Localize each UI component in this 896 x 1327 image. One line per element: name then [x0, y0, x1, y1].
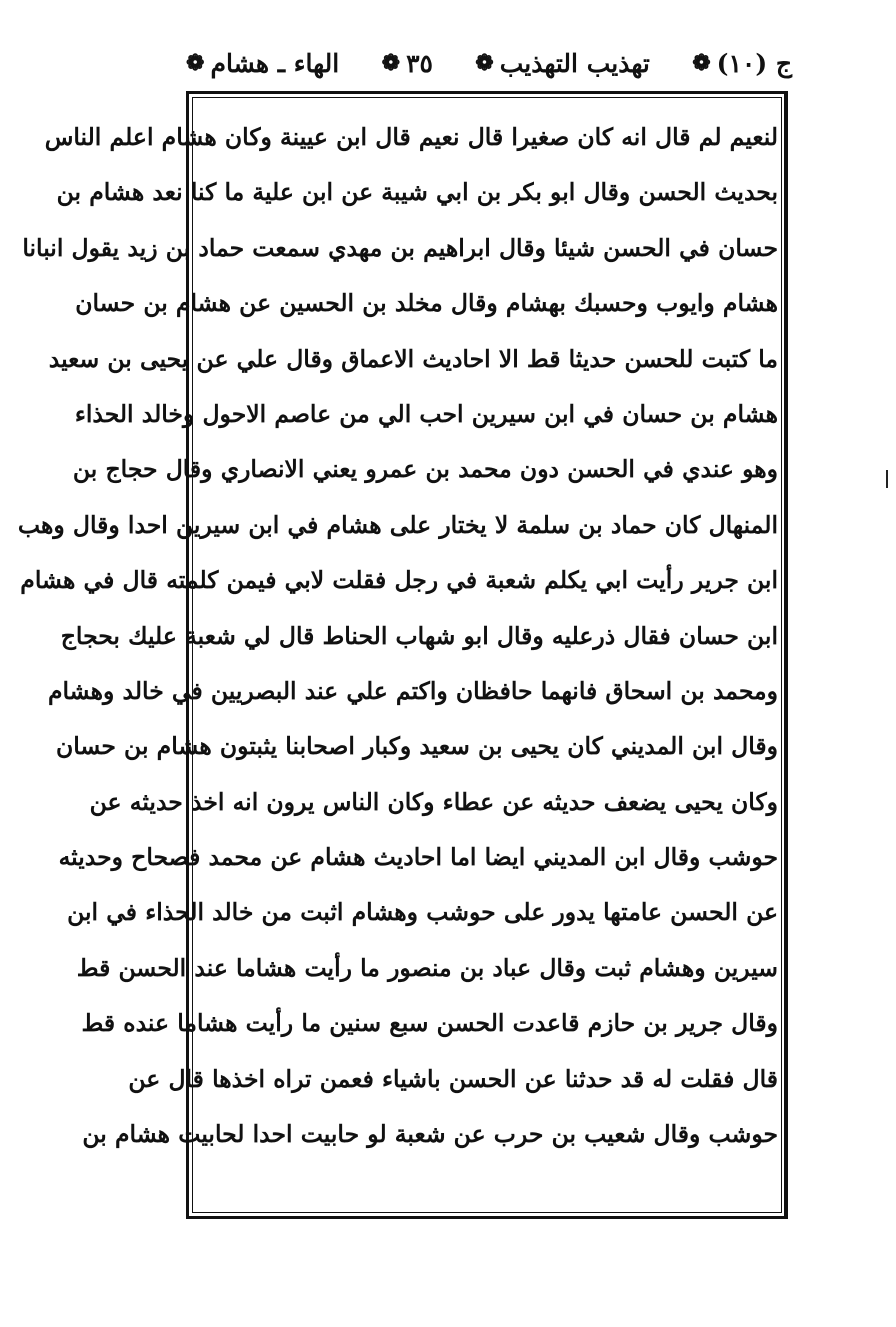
body-text	[17, 110, 778, 1162]
ornament-icon: ❁	[692, 50, 711, 76]
text-line: المنهال كان حماد بن سلمة لا يختار على هشام في ابن سيرين احدا وقال وهب	[17, 510, 778, 539]
header-page-group	[376, 49, 433, 78]
text-line: وهو عندي في الحسن دون محمد بن عمرو يعني الانصاري وقال حجاج بن	[72, 455, 778, 484]
header-book-group	[469, 49, 650, 78]
text-line: بحديث الحسن وقال ابو بكر بن ابي شيبة عن ابن علية ما كنا نعد هشام بن	[56, 178, 778, 207]
text-line: وقال ابن المديني كان يحيى بن سعيد وكبار اصحابنا يثبتون هشام بن حسان	[55, 732, 778, 761]
text-line: هشام وايوب وحسبك بهشام وقال مخلد بن الحسين عن هشام بن حسان	[75, 289, 778, 318]
ornament-icon: ❁	[381, 50, 401, 76]
text-line: لنعيم لم قال انه كان صغيرا قال نعيم قال ابن عيينة وكان هشام اعلم الناس	[44, 123, 778, 151]
text-line: عن الحسن عامتها يدور على حوشب وهشام اثبت من خالد الحذاء في ابن	[67, 898, 778, 927]
header-volume-group	[686, 49, 792, 78]
text-line: وكان يحيى يضعف حديثه عن عطاء وكان الناس يرون انه اخذ حديثه عن	[89, 787, 778, 816]
book-title: تهذيب التهذيب	[499, 48, 650, 78]
text-line: ابن جرير رأيت ابي يكلم شعبة في رجل فقلت لابي فيمن كلمته قال في هشام	[20, 566, 778, 595]
text-line: حوشب وقال شعيب بن حرب عن شعبة لو حابيت احدا لحابيت هشام بن	[82, 1120, 778, 1149]
page-number: ٣٥	[406, 48, 433, 78]
chapter-title: الهاء ـ هشام	[210, 48, 340, 78]
ornament-icon: ❁	[186, 50, 205, 76]
text-line: ما كتبت للحسن حديثا قط الا احاديث الاعماق وقال علي عن يحيى بن سعيد	[48, 344, 778, 373]
text-line: ومحمد بن اسحاق فانهما حافظان واكتم علي عند البصريين في خالد وهشام	[47, 676, 778, 705]
running-header	[180, 40, 792, 86]
text-line: ابن حسان فقال ذرعليه وقال ابو شهاب الحناط قال لي شعبة عليك بحجاج	[60, 621, 778, 650]
text-line: وقال جرير بن حازم قاعدت الحسن سبع سنين ما رأيت هشاما عنده قط	[81, 1009, 778, 1038]
text-line: هشام بن حسان في ابن سيرين احب الي من عاصم الاحول وخالد الحذاء	[74, 399, 778, 428]
text-line: حسان في الحسن شيئا وقال ابراهيم بن مهدي سمعت حماد بن زيد يقول انبانا	[22, 233, 778, 262]
text-line: سيرين وهشام ثبت وقال عباد بن منصور ما رأيت هشاما عند الحسن قط	[76, 953, 778, 982]
text-line: حوشب وقال ابن المديني ايضا اما احاديث هشام عن محمد فصحاح وحديثه	[58, 843, 778, 872]
volume-number: ج (١٠)	[716, 48, 792, 78]
text-line: قال فقلت له قد حدثنا عن الحسن باشياء فعمن تراه اخذها قال عن	[128, 1064, 778, 1093]
header-chapter-group	[180, 49, 339, 78]
margin-mark	[886, 470, 896, 488]
ornament-icon: ❁	[475, 50, 494, 76]
frame-edge	[784, 91, 788, 1219]
